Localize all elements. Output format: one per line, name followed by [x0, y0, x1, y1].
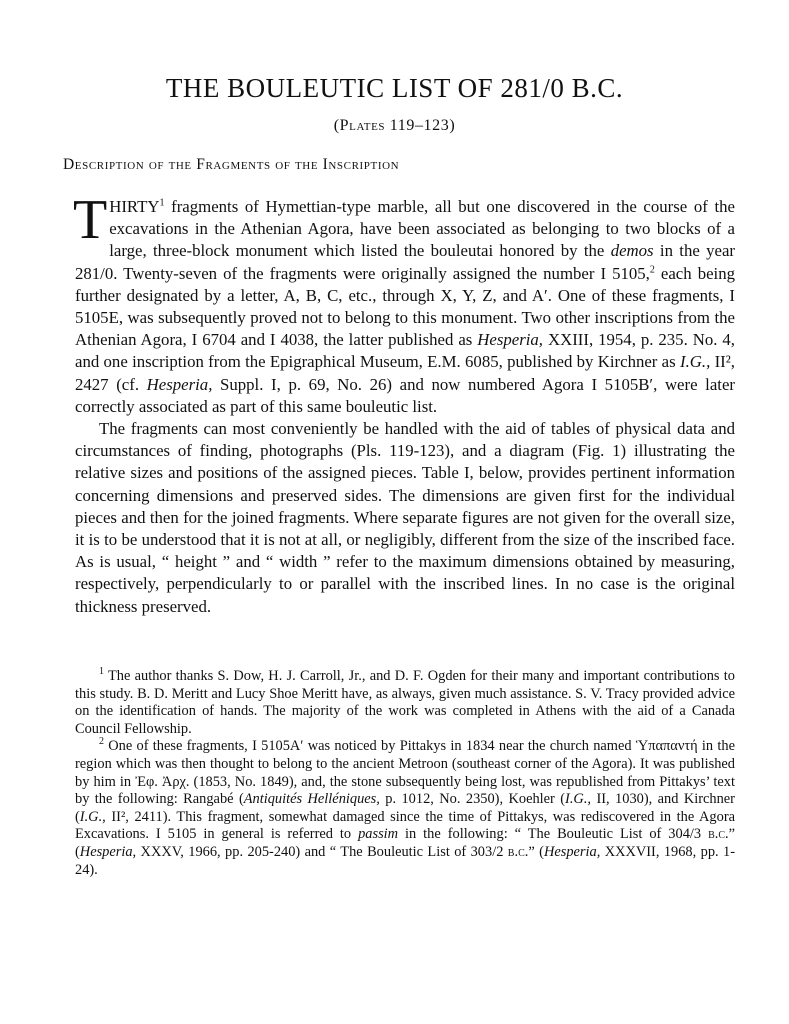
italic-run: Hesperia, [477, 330, 543, 350]
text-run: The author thanks S. Dow, H. J. Carroll, Jr., and D. F. Ogden for their many and important contributions to this study. B. D. Meritt and Lucy Shoe Meritt have, as always, given much assistance. S. V. Tracy provided advice on the identification of hands. The majority of the work was completed in Athens with the aid of a Canada Council Fellowship. [75, 668, 735, 737]
article-title: THE BOULEUTIC LIST OF 281/0 B.C. [165, 73, 624, 103]
italic-run: Hesperia, [79, 843, 137, 860]
small-caps-run: b.c. [507, 843, 529, 860]
paragraph-2: The fragments can most conveniently be handled with the aid of tables of physical data and circumstances of finding, photographs (Pls. 119-123), and a diagram (Fig. 1) illustrating the relative sizes and positions of the assigned pieces. Table I, below, provides pertinent information concerning dimensions and preserved sides. The dimensions are given first for the individual pieces and then for the joined fragments. Where separate figures are not given for the overall size, it is to be understood that it is not at all, or negligibly, different from the size of the inscribed face. As is usual, “ height ” and “ width ” refer to the maximum dimensions obtained by measuring, respectively, perpendicularly to or parallel with the inscribed lines. In no case is the original thickness preserved. [75, 419, 735, 616]
section-heading: Description of the Fragments of the Inscription [63, 156, 400, 173]
drop-cap: T [73, 189, 108, 251]
text-run: in the year 281/0. Twenty-seven of the fragments were originally assigned the number I 5105, [75, 241, 735, 283]
small-caps-run: b.c. [708, 826, 729, 843]
italic-run: I.G., [679, 352, 711, 372]
footnote-1 [75, 668, 735, 738]
text-run: Suppl. I, p. 69, No. 26) and now numbered Agora I 5105B′, were later correctly associated as part of this same bouleutic list. [75, 374, 735, 416]
text-run: fragments of Hymettian-type marble, all but one discovered in the course of the excavations in the Athenian Agora, have been associated as belonging to two blocks of a large, three-block monument which listed the bouleutai honored by the [109, 197, 735, 261]
footnote-ref-2: 2 [649, 264, 655, 276]
text-run: each being further designated by a letter, A, B, C, etc., through X, Y, Z, and A′. One of these fragments, I 5105E, was subsequently proved not to belong to this monument. Two other inscriptions from the Athenian Agora, I 6704 and I 4038, the latter published as [75, 263, 735, 350]
text-run: One of these fragments, I 5105A′ was noticed by Pittakys in 1834 near the church named [104, 738, 636, 755]
text-run: in the region which was then thought to belong to the ancient Metroon (southeast corner of the Agora). It was published by him in [75, 738, 735, 790]
text-run: II², 2411). This fragment, somewhat damaged since the time of Pittakys, was rediscovered in the Agora Excavations. I 5105 in general is referred to [75, 808, 735, 843]
paragraph-1 [73, 189, 735, 418]
footnote-number: 1 [99, 666, 104, 678]
text-run: XXXVII, 1968, pp. 1-24). [75, 843, 736, 878]
greek-word: Ἐφ. Ἀρχ. [135, 773, 190, 790]
italic-run: Antiquités Helléniques, [243, 791, 380, 808]
italic-run: Hesperia, [146, 374, 213, 394]
footnote-2 [75, 738, 735, 879]
italic-run: passim [358, 826, 399, 843]
text-run: in the following: “ The Bouleutic List of 304/3 [398, 826, 709, 843]
text-run: ” ( [528, 843, 544, 860]
greek-word: Ὑπαπαντή [635, 738, 698, 755]
text-run: ” ( [75, 826, 735, 860]
plates-subtitle: (Plates 119–123) [333, 117, 456, 134]
body-text [73, 189, 735, 618]
text-run: p. 1012, No. 2350), Koehler ( [379, 791, 566, 808]
italic-run: demos [610, 241, 654, 261]
text-run: II, 1030), and Kirchner ( [75, 791, 735, 825]
lead-word: HIRTY [109, 197, 160, 216]
italic-run: I.G., [565, 791, 592, 808]
text-run: XXXV, 1966, pp. 205-240) and “ The Bouleutic List of 303/2 [136, 843, 508, 860]
italic-run: I.G., [79, 808, 106, 825]
footnotes [75, 668, 735, 879]
footnote-number: 2 [99, 736, 104, 748]
footnote-ref-1: 1 [159, 197, 165, 209]
text-run: (1853, No. 1849), and, the stone subsequently being lost, was republished from Pittakys’ text by the following: Rangabé ( [75, 773, 735, 808]
text-run: II², 2427 (cf. [75, 352, 735, 394]
italic-run: Hesperia, [543, 843, 601, 860]
text-run: XXIII, 1954, p. 235. No. 4, and one inscription from the Epigraphical Museum, E.M. 6085, published by Kirchner as [75, 330, 735, 372]
